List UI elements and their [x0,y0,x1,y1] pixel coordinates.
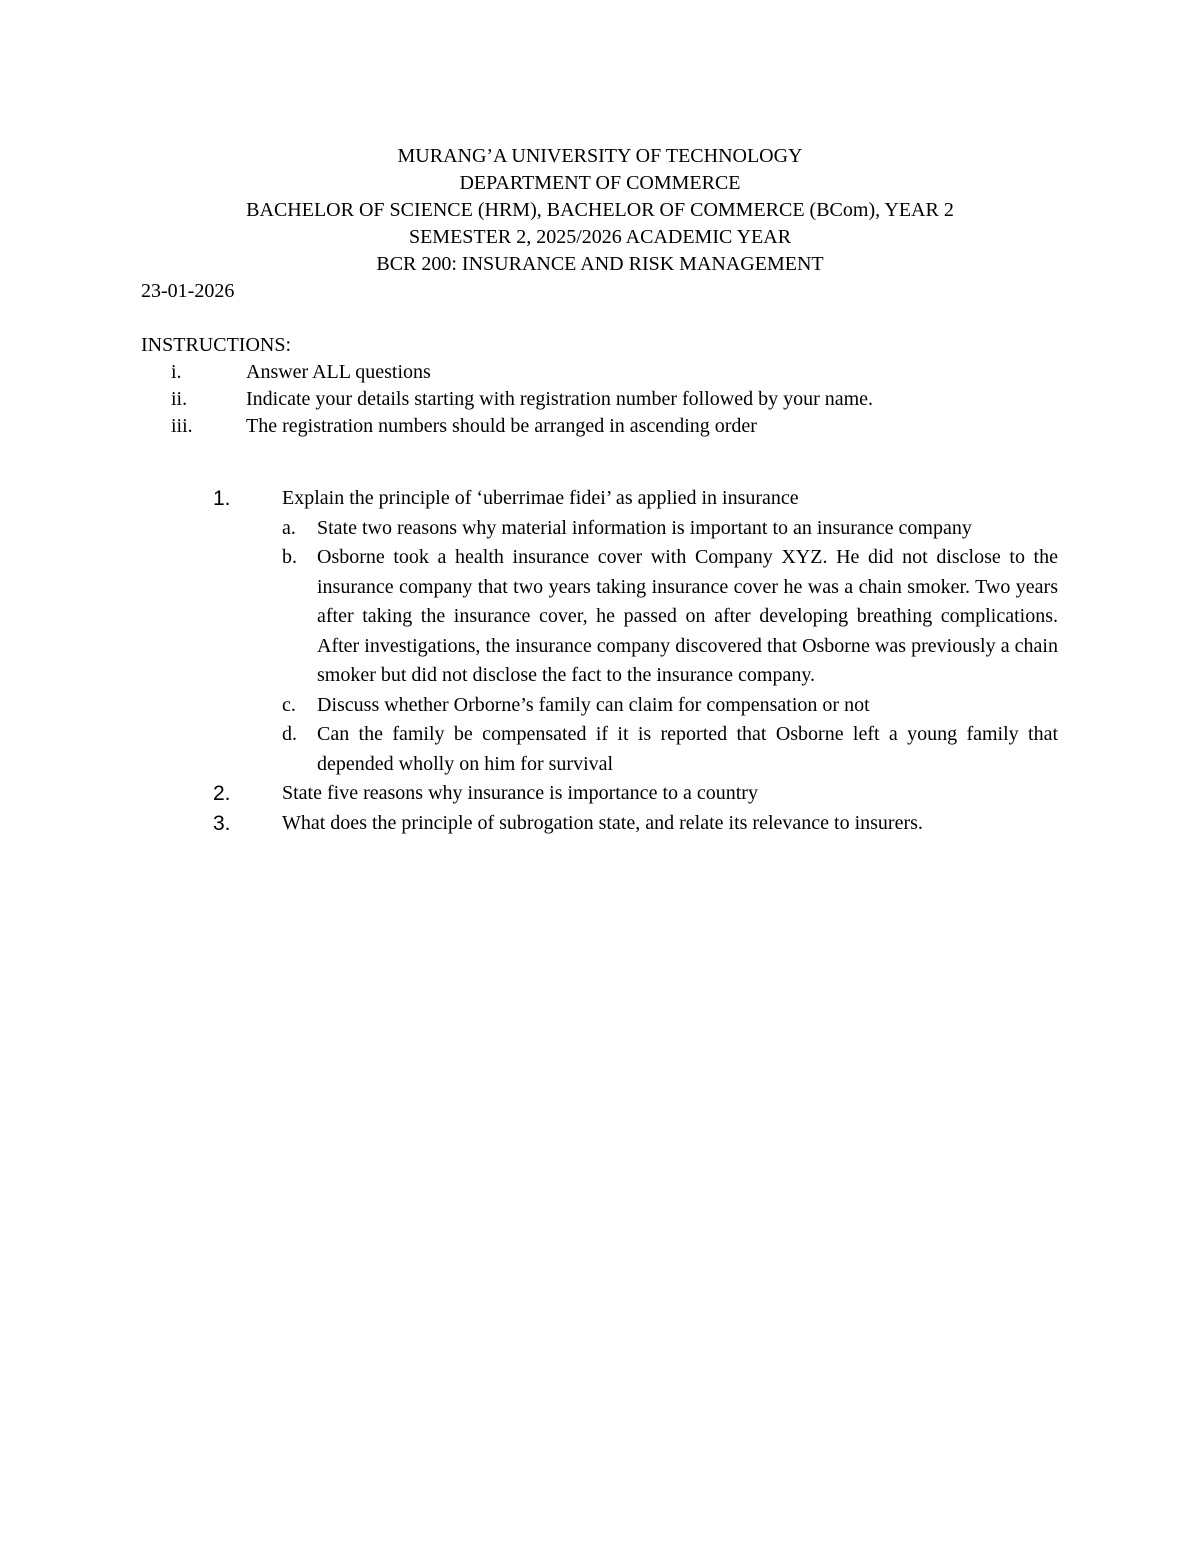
instruction-item [0,386,1200,413]
sub-question-letter: c. [282,693,296,716]
question-item [0,809,1200,839]
questions-list [0,484,1200,838]
sub-question-letter: d. [282,723,297,745]
university-name: MURANG’A UNIVERSITY OF TECHNOLOGY [397,145,803,167]
instruction-number: iii. [171,415,193,437]
sub-question-text: Can the family be compensated if it is reported that Osborne left a young family that depended wholly on him for survival [317,723,1058,775]
sub-question-text: State two reasons why material information is important to an insurance company [317,516,972,539]
department-name: DEPARTMENT OF COMMERCE [459,172,741,194]
exam-header [0,143,1200,278]
sub-question-text: Discuss whether Orborne’s family can claim for compensation or not [317,693,870,716]
question-number: 3. [213,811,231,835]
semester-line: SEMESTER 2, 2025/2026 ACADEMIC YEAR [408,226,792,248]
sub-question-list [0,514,1200,780]
question-text: State five reasons why insurance is importance to a country [282,782,758,804]
sub-question-letter: a. [282,516,296,539]
sub-question-item [0,720,1200,779]
sub-question-text: Osborne took a health insurance cover with Company XYZ. He did not disclose to the insurance company that two years taking insurance cover he was a chain smoker. Two years after taking the insurance cover, he passed on after developing breathing complications. After investigations, the insurance company discovered that Osborne was previously a chain smoker but did not disclose the fact to the insurance company. [317,546,1058,686]
instruction-text: The registration numbers should be arranged in ascending order [246,415,757,437]
sub-question-item [0,543,1200,691]
question-item [0,779,1200,809]
instruction-text: Indicate your details starting with registration number followed by your name. [246,388,874,410]
instruction-item [0,359,1200,386]
instruction-number: i. [171,361,182,383]
question-number: 2. [213,782,231,805]
instruction-text: Answer ALL questions [246,361,431,383]
question-number: 1. [213,487,231,510]
course-title: BCR 200: INSURANCE AND RISK MANAGEMENT [376,253,824,275]
sub-question-letter: b. [282,546,297,568]
instructions-title: INSTRUCTIONS: [141,334,292,356]
question-item [0,484,1200,779]
instruction-item [0,413,1200,440]
programme-line: BACHELOR OF SCIENCE (HRM), BACHELOR OF COMMERCE (BCom), YEAR 2 [246,199,954,221]
sub-question-item [0,691,1200,721]
sub-question-item [0,514,1200,544]
question-text: Explain the principle of ‘uberrimae fidei’ as applied in insurance [282,487,799,509]
instruction-number: ii. [171,388,188,410]
exam-date: 23-01-2026 [141,280,235,302]
question-text: What does the principle of subrogation state, and relate its relevance to insurers. [282,811,923,834]
instructions-list [0,359,1200,440]
